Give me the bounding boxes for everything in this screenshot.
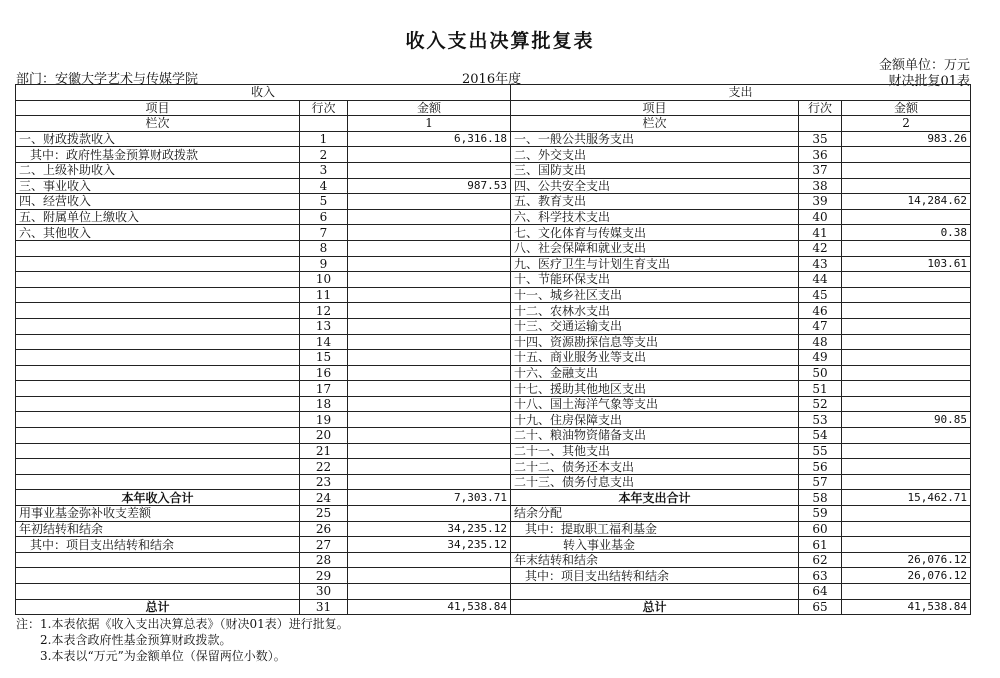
table-row xyxy=(16,194,971,210)
income-amount: 34,235.12 xyxy=(348,537,511,553)
expense-amount xyxy=(842,365,971,381)
income-line: 31 xyxy=(300,599,348,615)
expense-amount xyxy=(842,506,971,522)
expense-item: 十、节能环保支出 xyxy=(511,272,799,288)
income-item xyxy=(16,334,300,350)
income-amount: 41,538.84 xyxy=(348,599,511,615)
expense-line-header: 行次 xyxy=(799,100,842,116)
expense-line: 58 xyxy=(799,490,842,506)
amount-unit: 金额单位：万元 xyxy=(878,58,970,73)
expense-amount xyxy=(842,240,971,256)
income-line: 20 xyxy=(300,428,348,444)
income-line: 3 xyxy=(300,162,348,178)
expense-amount: 103.61 xyxy=(842,256,971,272)
income-line: 30 xyxy=(300,584,348,600)
expense-line: 43 xyxy=(799,256,842,272)
income-line: 4 xyxy=(300,178,348,194)
table-row xyxy=(16,256,971,272)
income-amount xyxy=(348,381,511,397)
table-row xyxy=(16,474,971,490)
expense-line: 37 xyxy=(799,162,842,178)
expense-amount xyxy=(842,147,971,163)
table-row xyxy=(16,599,971,615)
expense-line: 60 xyxy=(799,521,842,537)
income-item: 年初结转和结余 xyxy=(16,521,300,537)
expense-amount xyxy=(842,209,971,225)
income-amount xyxy=(348,350,511,366)
expense-line: 64 xyxy=(799,584,842,600)
column-header-row xyxy=(16,100,971,116)
income-col-label: 栏次 xyxy=(16,116,300,132)
expense-line: 65 xyxy=(799,599,842,615)
income-line: 15 xyxy=(300,350,348,366)
income-item xyxy=(16,381,300,397)
expense-item: 十三、交通运输支出 xyxy=(511,318,799,334)
expense-line: 61 xyxy=(799,537,842,553)
income-amount xyxy=(348,396,511,412)
note-1: 注：1.本表依据《收入支出决算总表》（财决01表）进行批复。 xyxy=(16,617,349,631)
income-item xyxy=(16,256,300,272)
income-item: 三、事业收入 xyxy=(16,178,300,194)
expense-amount xyxy=(842,428,971,444)
income-line: 17 xyxy=(300,381,348,397)
expense-item: 十二、农林水支出 xyxy=(511,303,799,319)
column-index-row xyxy=(16,116,971,132)
expense-amount xyxy=(842,459,971,475)
income-line: 22 xyxy=(300,459,348,475)
budget-table xyxy=(15,84,971,615)
income-amount xyxy=(348,256,511,272)
income-item xyxy=(16,303,300,319)
income-line: 6 xyxy=(300,209,348,225)
table-row xyxy=(16,459,971,475)
income-item xyxy=(16,474,300,490)
income-col-index: 1 xyxy=(348,116,511,132)
table-row xyxy=(16,365,971,381)
income-amount: 7,303.71 xyxy=(348,490,511,506)
income-item xyxy=(16,272,300,288)
income-amount: 987.53 xyxy=(348,178,511,194)
expense-item: 一、一般公共服务支出 xyxy=(511,131,799,147)
expense-item: 十八、国土海洋气象等支出 xyxy=(511,396,799,412)
table-row xyxy=(16,178,971,194)
income-line: 26 xyxy=(300,521,348,537)
income-item xyxy=(16,396,300,412)
expense-item: 四、公共安全支出 xyxy=(511,178,799,194)
expense-amount xyxy=(842,272,971,288)
income-item: 本年收入合计 xyxy=(16,490,300,506)
income-item: 六、其他收入 xyxy=(16,225,300,241)
expense-item: 九、医疗卫生与计划生育支出 xyxy=(511,256,799,272)
income-item: 用事业基金弥补收支差额 xyxy=(16,506,300,522)
expense-amount xyxy=(842,334,971,350)
expense-item: 十五、商业服务业等支出 xyxy=(511,350,799,366)
expense-amount: 0.38 xyxy=(842,225,971,241)
expense-amount-header: 金额 xyxy=(842,100,971,116)
income-line: 1 xyxy=(300,131,348,147)
table-row xyxy=(16,537,971,553)
expense-item: 二十一、其他支出 xyxy=(511,443,799,459)
income-amount xyxy=(348,412,511,428)
expense-line: 50 xyxy=(799,365,842,381)
income-item: 四、经营收入 xyxy=(16,194,300,210)
income-line: 16 xyxy=(300,365,348,381)
expense-amount xyxy=(842,443,971,459)
expense-line: 36 xyxy=(799,147,842,163)
table-row xyxy=(16,162,971,178)
table-row xyxy=(16,490,971,506)
income-amount-header: 金额 xyxy=(348,100,511,116)
income-amount xyxy=(348,240,511,256)
income-item xyxy=(16,459,300,475)
income-line: 8 xyxy=(300,240,348,256)
income-item xyxy=(16,552,300,568)
expense-item: 转入事业基金 xyxy=(511,537,799,553)
expense-amount xyxy=(842,396,971,412)
income-amount xyxy=(348,334,511,350)
income-section-header: 收入 xyxy=(16,85,511,101)
income-line: 12 xyxy=(300,303,348,319)
expense-item: 本年支出合计 xyxy=(511,490,799,506)
income-item xyxy=(16,350,300,366)
expense-item: 十七、援助其他地区支出 xyxy=(511,381,799,397)
income-amount xyxy=(348,303,511,319)
expense-item: 十九、住房保障支出 xyxy=(511,412,799,428)
table-row xyxy=(16,209,971,225)
expense-item: 三、国防支出 xyxy=(511,162,799,178)
income-amount xyxy=(348,318,511,334)
expense-line: 40 xyxy=(799,209,842,225)
income-line: 11 xyxy=(300,287,348,303)
income-line: 10 xyxy=(300,272,348,288)
table-row xyxy=(16,443,971,459)
expense-item: 八、社会保障和就业支出 xyxy=(511,240,799,256)
expense-item: 结余分配 xyxy=(511,506,799,522)
table-row xyxy=(16,334,971,350)
expense-item: 五、教育支出 xyxy=(511,194,799,210)
expense-item: 其中：提取职工福利基金 xyxy=(511,521,799,537)
expense-amount xyxy=(842,287,971,303)
income-amount xyxy=(348,365,511,381)
section-header-row xyxy=(16,85,971,101)
income-line: 14 xyxy=(300,334,348,350)
income-line: 27 xyxy=(300,537,348,553)
table-row xyxy=(16,396,971,412)
table-row xyxy=(16,318,971,334)
income-amount xyxy=(348,272,511,288)
expense-line: 59 xyxy=(799,506,842,522)
income-line: 5 xyxy=(300,194,348,210)
department-label: 部门：安徽大学艺术与传媒学院 xyxy=(16,72,199,87)
expense-line: 62 xyxy=(799,552,842,568)
expense-amount xyxy=(842,303,971,319)
expense-item: 二、外交支出 xyxy=(511,147,799,163)
income-amount xyxy=(348,287,511,303)
expense-item: 二十、粮油物资储备支出 xyxy=(511,428,799,444)
income-amount xyxy=(348,552,511,568)
expense-amount xyxy=(842,521,971,537)
income-line: 23 xyxy=(300,474,348,490)
table-row xyxy=(16,147,971,163)
income-item: 五、附属单位上缴收入 xyxy=(16,209,300,225)
expense-item: 六、科学技术支出 xyxy=(511,209,799,225)
income-amount: 6,316.18 xyxy=(348,131,511,147)
income-amount xyxy=(348,162,511,178)
expense-line: 44 xyxy=(799,272,842,288)
expense-line: 39 xyxy=(799,194,842,210)
expense-amount: 41,538.84 xyxy=(842,599,971,615)
income-amount xyxy=(348,147,511,163)
income-amount xyxy=(348,568,511,584)
note-3: 3.本表以“万元”为金额单位（保留两位小数）。 xyxy=(40,649,286,663)
expense-col-label: 栏次 xyxy=(511,116,799,132)
expense-section-header: 支出 xyxy=(511,85,971,101)
expense-line: 57 xyxy=(799,474,842,490)
expense-line: 56 xyxy=(799,459,842,475)
table-row xyxy=(16,428,971,444)
income-amount xyxy=(348,209,511,225)
income-amount xyxy=(348,506,511,522)
income-line: 24 xyxy=(300,490,348,506)
expense-amount xyxy=(842,474,971,490)
table-row xyxy=(16,131,971,147)
income-item: 总计 xyxy=(16,599,300,615)
expense-item: 七、文化体育与传媒支出 xyxy=(511,225,799,241)
income-item-header: 项目 xyxy=(16,100,300,116)
income-line: 19 xyxy=(300,412,348,428)
income-amount xyxy=(348,584,511,600)
table-row xyxy=(16,350,971,366)
table-row xyxy=(16,287,971,303)
income-item: 其中：项目支出结转和结余 xyxy=(16,537,300,553)
expense-amount: 90.85 xyxy=(842,412,971,428)
income-item: 二、上级补助收入 xyxy=(16,162,300,178)
expense-amount xyxy=(842,178,971,194)
expense-item xyxy=(511,584,799,600)
expense-line: 41 xyxy=(799,225,842,241)
expense-item: 年末结转和结余 xyxy=(511,552,799,568)
expense-item-header: 项目 xyxy=(511,100,799,116)
income-amount xyxy=(348,474,511,490)
income-item xyxy=(16,287,300,303)
income-amount xyxy=(348,428,511,444)
income-item xyxy=(16,318,300,334)
expense-line: 52 xyxy=(799,396,842,412)
fiscal-year: 2016年度 xyxy=(462,72,522,87)
expense-amount: 15,462.71 xyxy=(842,490,971,506)
income-line: 18 xyxy=(300,396,348,412)
expense-amount xyxy=(842,318,971,334)
income-line-header: 行次 xyxy=(300,100,348,116)
table-row xyxy=(16,272,971,288)
expense-line: 55 xyxy=(799,443,842,459)
income-amount xyxy=(348,194,511,210)
income-amount xyxy=(348,443,511,459)
expense-item: 二十二、债务还本支出 xyxy=(511,459,799,475)
income-item xyxy=(16,443,300,459)
expense-item: 十一、城乡社区支出 xyxy=(511,287,799,303)
expense-amount: 983.26 xyxy=(842,131,971,147)
expense-line: 49 xyxy=(799,350,842,366)
income-item xyxy=(16,584,300,600)
table-row xyxy=(16,568,971,584)
expense-line: 54 xyxy=(799,428,842,444)
expense-amount xyxy=(842,584,971,600)
expense-item: 总计 xyxy=(511,599,799,615)
income-item xyxy=(16,412,300,428)
expense-item: 十四、资源勘探信息等支出 xyxy=(511,334,799,350)
income-line: 21 xyxy=(300,443,348,459)
income-item: 一、财政拨款收入 xyxy=(16,131,300,147)
table-row xyxy=(16,584,971,600)
income-line: 2 xyxy=(300,147,348,163)
table-row xyxy=(16,225,971,241)
expense-amount xyxy=(842,350,971,366)
expense-line: 35 xyxy=(799,131,842,147)
table-row xyxy=(16,303,971,319)
income-amount: 34,235.12 xyxy=(348,521,511,537)
income-line: 13 xyxy=(300,318,348,334)
expense-amount xyxy=(842,537,971,553)
income-item xyxy=(16,240,300,256)
income-item xyxy=(16,568,300,584)
expense-line: 42 xyxy=(799,240,842,256)
expense-line: 51 xyxy=(799,381,842,397)
income-line: 28 xyxy=(300,552,348,568)
empty-cell xyxy=(300,116,348,132)
table-row xyxy=(16,412,971,428)
expense-line: 47 xyxy=(799,318,842,334)
table-row xyxy=(16,506,971,522)
table-row xyxy=(16,381,971,397)
income-amount xyxy=(348,459,511,475)
page-title: 收入支出决算批复表 xyxy=(405,30,595,52)
income-line: 9 xyxy=(300,256,348,272)
expense-col-index: 2 xyxy=(842,116,971,132)
income-line: 25 xyxy=(300,506,348,522)
expense-amount: 26,076.12 xyxy=(842,568,971,584)
form-number: 财决批复01表 xyxy=(888,74,970,89)
table-row xyxy=(16,240,971,256)
income-line: 29 xyxy=(300,568,348,584)
expense-line: 63 xyxy=(799,568,842,584)
income-amount xyxy=(348,225,511,241)
expense-amount: 14,284.62 xyxy=(842,194,971,210)
empty-cell xyxy=(799,116,842,132)
expense-line: 48 xyxy=(799,334,842,350)
income-item xyxy=(16,428,300,444)
note-2: 2.本表含政府性基金预算财政拨款。 xyxy=(40,633,232,647)
expense-item: 其中：项目支出结转和结余 xyxy=(511,568,799,584)
expense-item: 二十三、债务付息支出 xyxy=(511,474,799,490)
expense-amount xyxy=(842,381,971,397)
expense-amount xyxy=(842,162,971,178)
expense-line: 38 xyxy=(799,178,842,194)
income-line: 7 xyxy=(300,225,348,241)
income-item: 其中：政府性基金预算财政拨款 xyxy=(16,147,300,163)
expense-line: 46 xyxy=(799,303,842,319)
expense-line: 53 xyxy=(799,412,842,428)
table-row xyxy=(16,552,971,568)
table-row xyxy=(16,521,971,537)
footnotes xyxy=(16,616,349,664)
expense-amount: 26,076.12 xyxy=(842,552,971,568)
expense-line: 45 xyxy=(799,287,842,303)
expense-item: 十六、金融支出 xyxy=(511,365,799,381)
income-item xyxy=(16,365,300,381)
